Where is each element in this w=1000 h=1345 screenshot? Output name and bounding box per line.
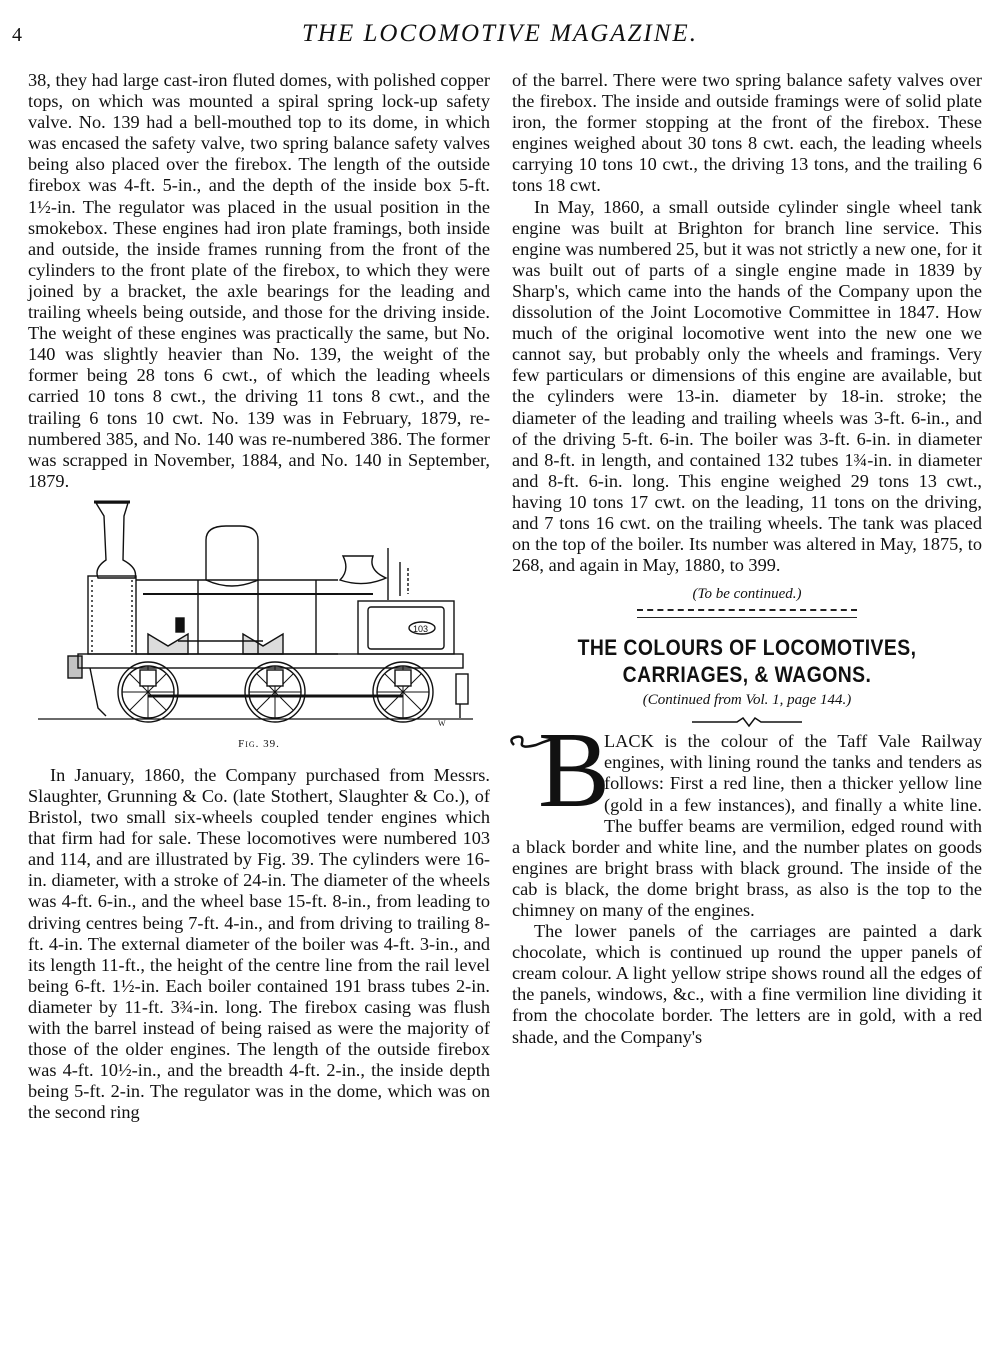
drop-cap-letter: B <box>538 711 611 831</box>
section-title-line-2: CARRIAGES, & WAGONS. <box>622 662 872 688</box>
section-divider-rule <box>637 609 857 618</box>
right-paragraph-2: In May, 1860, a small outside cylinder single wheel tank engine was built at Brighton for branch line service. This engine was numbered 25, but it was not strictly a new one, for it was built out of parts of a single engine made in 1839 by Sharp's, which came into the hands of the Company upon the dissolution of the Joint Locomotive Committee in 1847. How much of the original locomotive went into the new one we cannot say, but probably only the wheels and framings. Very few particulars or dimensions of this engine are available, but the cylinders were 13-in. diameter by 18-in. stroke; the diameter of the leading and trailing wheels was 3-ft. 6-in., and of the driving 5-ft. 6-in. The boiler was 3-ft. 6-in. in diameter and 8-ft. in length, and contained 132 tubes 1¾-in. in diameter and 8-ft. 6-in. long. This engine weighed 29 tons 13 cwt., having 10 tons 17 cwt. on the leading, 11 tons on the driving, and 7 tons 16 cwt. on the trailing wheels. The tank was placed on the top of the boiler. Its number was altered in May, 1875, to 268, and again in May, 1880, to 399. <box>512 196 982 576</box>
page-number: 4 <box>12 24 22 46</box>
section-paragraph-1: LACK is the colour of the Taff Vale Railway engines, with lining round the tanks and tenders as follows: First a red line, then a thicker yellow line (gold in a few instances), and finally a white line. The buffer beams are vermilion, edged round with a black border and white line, and the number plates on goods engines are bright brass with black ground. The inside of the cab is black, the dome bright brass, as also is the top to the chimney on many of the engines. <box>512 731 982 920</box>
figure-39-locomotive <box>28 496 490 761</box>
section-body <box>512 711 982 1047</box>
to-be-continued-note: (To be continued.) <box>692 586 802 603</box>
left-column <box>28 70 490 1123</box>
section-paragraph-2: The lower panels of the carriages are painted a dark chocolate, which is continued up round the upper panels of cream colour. A light yellow stripe shows round all the edges of the panels, windows, &c., with a fine vermilion line dividing it from the chocolate border. The letters are in gold, with a red shade, and the Company's <box>512 921 982 1047</box>
section-title-line-1: THE COLOURS OF LOCOMOTIVES, <box>577 635 917 661</box>
section-subtitle: (Continued from Vol. 1, page 144.) <box>642 692 852 709</box>
page-header <box>0 18 1000 54</box>
right-paragraph-1: of the barrel. There were two spring balance safety valves over the firebox. The inside and outside framings were of solid plate iron, the former stopping at the front of the firebox. These engines weighed about 30 tons 8 cwt. each, the leading wheels carrying 10 tons 10 cwt., the driving 13 tons, and the trailing 6 tons 18 cwt. <box>512 70 982 196</box>
left-paragraph-2: In January, 1860, the Company purchased from Messrs. Slaughter, Grunning & Co. (late Stothert, Slaughter & Co.), of Bristol, two small six-wheels coupled tender engines which that firm had for sale. These locomotives were numbered 103 and 114, and are illustrated by Fig. 39. The cylinders were 16-in. diameter, with a stroke of 24-in. The diameter of the wheels was 4-ft. 6-in., and the wheel base 15-ft. 8-in., from leading to driving centres being 7-ft. 4-in., and from driving to trailing 8-ft. 4-in. The external diameter of the boiler was 4-ft. 3-in., and its length 11-ft., the height of the centre line from the rail level being 6-ft. 1½-in. Each boiler contained 191 brass tubes 2-in. diameter by 11-ft. 3¾-in. long. The firebox casing was flush with the barrel instead of being raised as were the majority of those of the older engines. The length of the outside firebox was 4-ft. 10½-in., and the breadth 4-ft. 2-in., the inside depth being 5-ft. 2-in. The regulator was in the dome, which was on the second ring <box>28 764 490 1123</box>
drop-cap <box>506 711 611 831</box>
locomotive-drawing-icon <box>28 496 490 736</box>
left-paragraph-1: 38, they had large cast-iron fluted domes, with polished copper tops, on which was mounted a spiral spring lock-up safety valve. No. 139 had a bell-mouthed top to its dome, in which was encased the safety valve, two spring balance safety valves being also placed over the firebox. The length of the outside firebox was 4-ft. 5-in., and the depth of the inside box 5-ft. 1½-in. The regulator was placed in the usual position in the smokebox. These engines had iron plate framings, both inside and outside, the inside frames running from the front of the cylinders to the front plate of the firebox, to which they were joined by a bracket, the axle bearings for the leading and trailing wheels being outside, and those for the driving inside. The weight of these engines was practically the same, but No. 140 was slightly heavier than No. 139, the weight of the former being 28 tons 6 cwt., of which the leading wheels carried 10 tons 8 cwt., the driving 11 tons 8 cwt., and the trailing 6 tons 10 cwt. No. 139 was in February, 1879, re-numbered 385, and No. 140 was re-numbered 386. The former was scrapped in November, 1884, and No. 140 in September, 1879. <box>28 70 490 491</box>
ornament-divider-icon <box>687 715 807 729</box>
running-title: THE LOCOMOTIVE MAGAZINE. <box>302 20 698 47</box>
right-column <box>512 70 982 1048</box>
svg-text:103: 103 <box>413 623 429 634</box>
figure-caption: Fig. 39. <box>238 737 280 750</box>
svg-text:W: W <box>438 718 446 728</box>
